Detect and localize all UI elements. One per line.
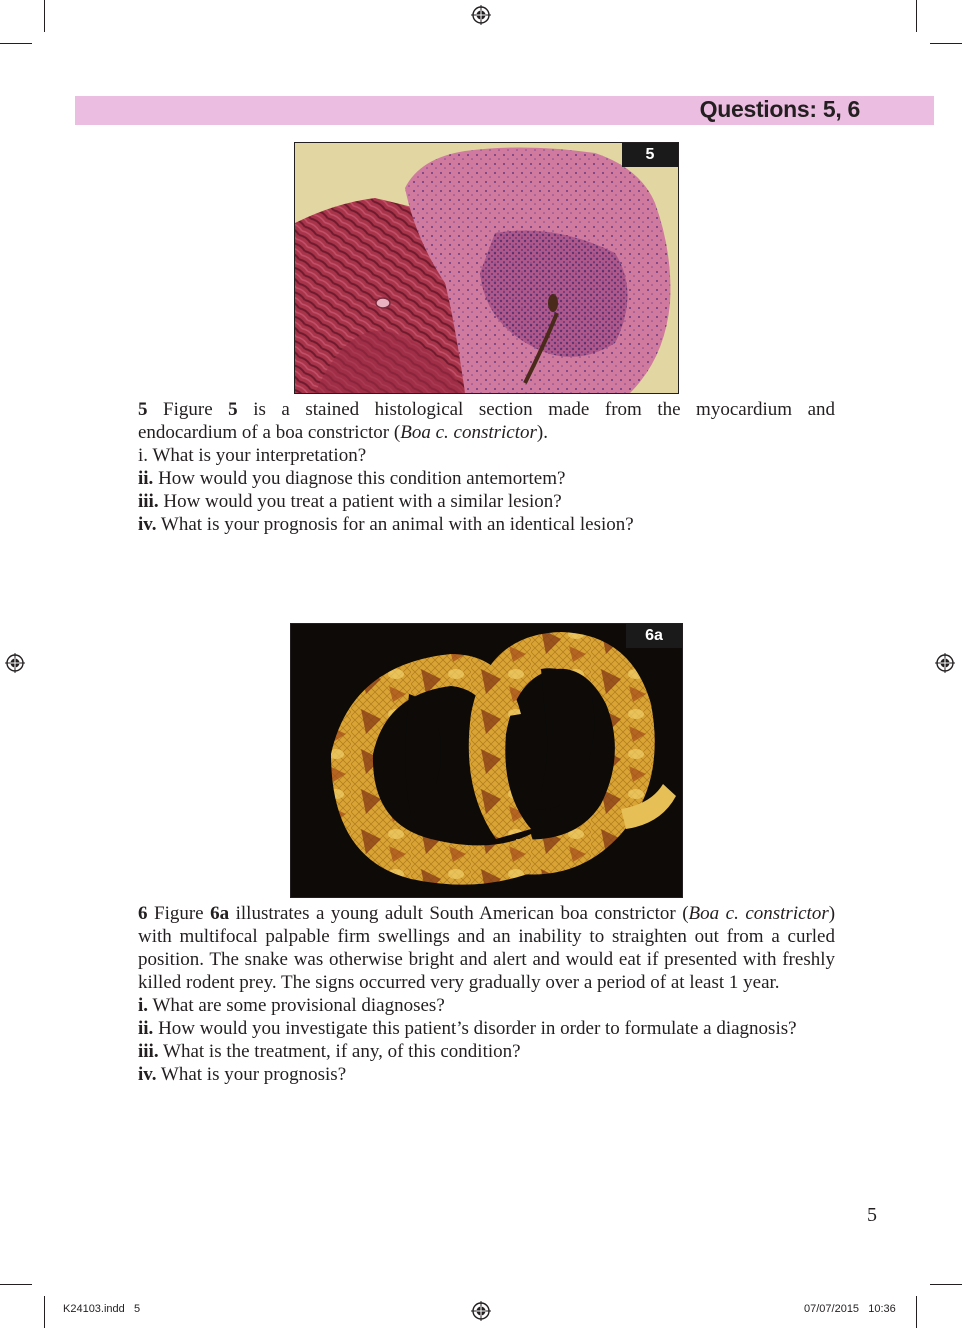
figure-6a-snake-image bbox=[290, 623, 683, 898]
item-number: iv. bbox=[138, 1064, 157, 1085]
registration-mark-icon bbox=[471, 5, 491, 25]
item-text: What is your interpretation? bbox=[152, 445, 367, 466]
item-number: iv. bbox=[138, 514, 157, 535]
registration-mark-icon bbox=[5, 653, 25, 673]
figure-reference: 6a bbox=[210, 903, 230, 924]
figure-word: Figure bbox=[154, 903, 204, 924]
question-6-intro-text: illustrates a young adult South American boa constrictor ( bbox=[235, 903, 689, 924]
question-5-intro-line2-end: ). bbox=[536, 422, 548, 443]
question-number: 6 bbox=[138, 903, 148, 924]
species-name: constrictor bbox=[745, 903, 829, 924]
item-text: What is your prognosis? bbox=[160, 1064, 347, 1085]
figure-6a-label: 6a bbox=[626, 624, 682, 648]
question-6-intro bbox=[138, 902, 835, 994]
question-5-item bbox=[138, 467, 835, 490]
item-text: What are some provisional diagnoses? bbox=[152, 995, 445, 1016]
item-number: i. bbox=[138, 445, 149, 466]
item-text: How would you diagnose this condition antemortem? bbox=[158, 468, 566, 489]
question-5-intro-line2 bbox=[138, 421, 835, 444]
item-text: What is your prognosis for an animal with an identical lesion? bbox=[160, 514, 634, 535]
item-number: i. bbox=[138, 995, 149, 1016]
crop-mark bbox=[0, 43, 32, 44]
question-6-item bbox=[138, 1040, 835, 1063]
question-6-item bbox=[138, 1063, 835, 1086]
page-title: Questions: 5, 6 bbox=[699, 96, 860, 122]
question-6-intro-rest: ) with multifocal palpable firm swellings and an inability to straighten out from a curled position. The snake was otherwise bright and alert and would eat if presented with freshly killed rodent prey. The signs occurred very gradually over a period of at least 1 year. bbox=[138, 903, 836, 993]
item-number: ii. bbox=[138, 1018, 154, 1039]
crop-mark bbox=[0, 1284, 32, 1285]
page-number: 5 bbox=[867, 1204, 877, 1226]
item-text: What is the treatment, if any, of this condition? bbox=[163, 1041, 521, 1062]
crop-mark bbox=[916, 0, 917, 32]
item-text: How would you treat a patient with a similar lesion? bbox=[163, 491, 562, 512]
crop-mark bbox=[930, 43, 962, 44]
figure-5-label: 5 bbox=[622, 143, 678, 167]
figure-5-histology-image bbox=[294, 142, 679, 394]
question-5-intro-line2-text: endocardium of a boa constrictor ( bbox=[138, 422, 401, 443]
question-6 bbox=[138, 902, 835, 1086]
item-number: iii. bbox=[138, 491, 159, 512]
question-number: 5 bbox=[138, 399, 148, 420]
slug-file: K24103.indd 5 bbox=[63, 1303, 141, 1315]
registration-mark-icon bbox=[471, 1301, 491, 1321]
question-5-intro-text: is a stained histological section made from the myocardium and bbox=[253, 399, 836, 420]
crop-mark bbox=[916, 1296, 917, 1328]
question-6-item bbox=[138, 994, 835, 1017]
question-6-item bbox=[138, 1017, 835, 1040]
figure-reference: 5 bbox=[228, 399, 238, 420]
registration-mark-icon bbox=[935, 653, 955, 673]
question-5-item bbox=[138, 490, 835, 513]
item-number: iii. bbox=[138, 1041, 159, 1062]
species-name: Boa c. constrictor bbox=[400, 422, 537, 443]
question-5-item bbox=[138, 444, 835, 467]
figure-word: Figure bbox=[163, 399, 213, 420]
item-text: How would you investigate this patient’s disorder in order to formulate a diagnosis? bbox=[158, 1018, 797, 1039]
item-number: ii. bbox=[138, 468, 154, 489]
crop-mark bbox=[44, 1296, 45, 1328]
question-5 bbox=[138, 398, 835, 536]
crop-mark bbox=[44, 0, 45, 32]
slug-datetime: 07/07/2015 10:36 bbox=[804, 1303, 896, 1315]
crop-mark bbox=[930, 1284, 962, 1285]
question-5-intro-line1 bbox=[138, 398, 835, 421]
question-5-item bbox=[138, 513, 835, 536]
species-name: Boa c. bbox=[688, 903, 739, 924]
